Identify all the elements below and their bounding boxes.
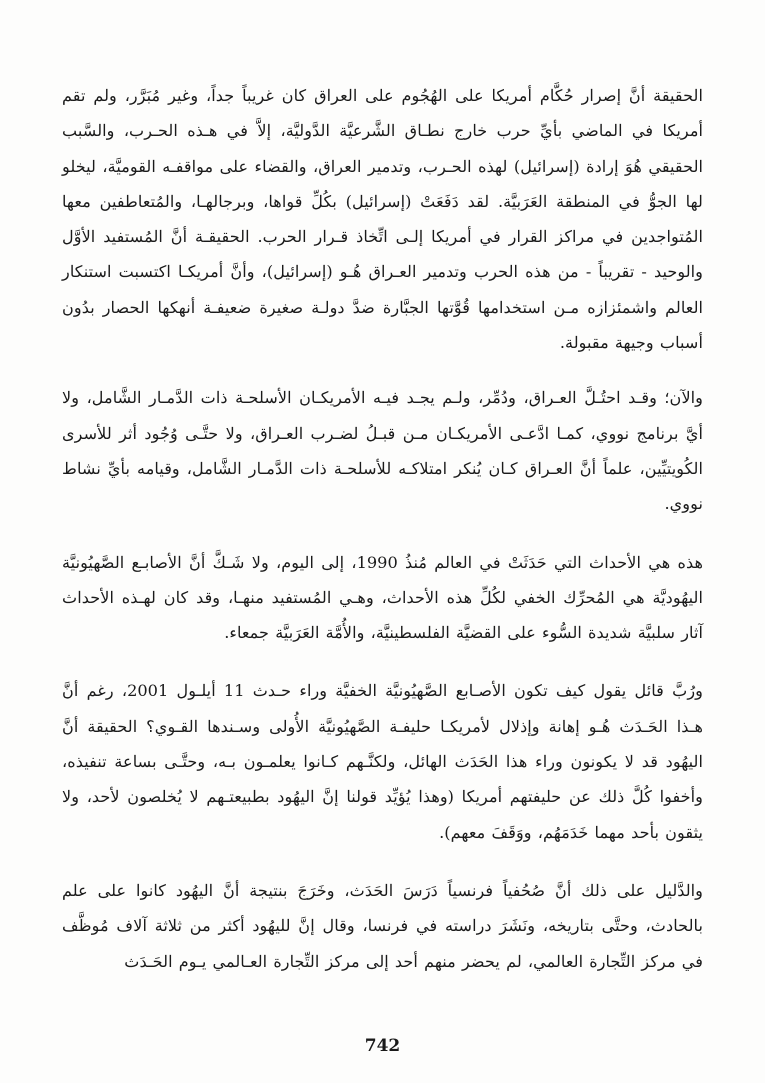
- paragraph-3: هذه هي الأحداث التي حَدَثَتْ في العالم مُنذُ 1990، إلى اليوم، ولا شَـكَّ أنَّ الأصابـع الصَّهيُونيَّة اليهُوديَّة هي المُحرِّك الخفي لكُلِّ هذه الأحداث، وهـي المُستفيد منهـا، وقد كان لهـذه الأحداث آثار سلبيَّة شديدة السُّوء على القضيَّة الفلسطينيَّة، والأُمَّة العَرَبيَّة جمعاء.: [62, 552, 703, 643]
- paragraph-4: ورُبَّ قائل يقول كيف تكون الأصـابع الصَّهيُونيَّة الخفيَّة وراء حـدث 11 أيلـول 2001، رغم أنَّ هـذا الحَـدَث هُـو إهانة وإذلال لأمريكـا حليفـة الصَّهيُونيَّة الأُولى وسـندها القـوي؟ الحقيقة أنَّ اليهُود قد لا يكونون وراء هذا الحَدَث الهائل، ولكنَّـهم كـانوا يعلمـون بـه، وحتَّـى بساعة تنفيذه، وأخفوا كُلَّ ذلك عن حليفتهم أمريكا (وهذا يُؤيِّد قولنا إنَّ اليهُود بطبيعتـهم لا يُخلصون لأحد، ولا يثقون بأحد مهما خَدَمَهُم، ووَقَفَ معهم).: [62, 681, 703, 842]
- paragraph-5: والدَّليل على ذلك أنَّ صُحُفياً فرنسياً دَرَسَ الحَدَث، وخَرَجَ بنتيجة أنَّ اليهُود كانوا على علم بالحادث، وحتَّى بتاريخه، ونَشَرَ دراسته في فرنسا، وقال إنَّ لليهُود أكثر من ثلاثة آلاف مُوظَّف في مركز التِّجارة العالمي، لم يحضر منهم أحد إلى مركز التِّجارة العـالمي يـوم الحَـدَث: [62, 880, 703, 971]
- page-number: 742: [364, 1036, 401, 1056]
- paragraph-1: الحقيقة أنَّ إصرار حُكَّام أمريكا على الهُجُوم على العراق كان غريباً جداً، وغير مُبَرَّر، ولم تقم أمريكا في الماضي بأيِّ حرب خارج نطـاق الشَّرعيَّة الدَّوليَّة، إلاَّ في هـذه الحـرب، والسَّبب الحقيقي هُوَ إرادة (إسرائيل) لهذه الحـرب، وتدمير العراق، والقضاء على مواقفـه القوميَّة، ليخلو لها الجوُّ في المنطقة العَرَبيَّة. لقد دَفَعَتْ (إسرائيل) بكُلِّ قواها، وبرجالهـا، والمُتعاطفين معها المُتواجدين في مراكز القرار في أمريكا إلـى اتِّخاذ قـرار الحرب. الحقيقـة أنَّ المُستفيد الأوَّل والوحيد - تقريباً - من هذه الحرب وتدمير العـراق هُـو (إسرائيل)، وأنَّ أمريكـا اكتسبت استنكار العالم واشمئزازه مـن استخدامها قُوَّتها الجبَّارة ضدَّ دولـة صغيرة ضعيفـة أنهكها الحصار بدُون أسباب وجيهة مقبولة.: [62, 86, 703, 353]
- paragraph-2: والآن؛ وقـد احتُـلَّ العـراق، ودُمِّر، ولـم يجـد فيـه الأمريكـان الأسلحـة ذات الدَّمـار الشَّامل، ولا أيَّ برنامج نووي، كمـا ادَّعـى الأمريكـان مـن قبـلُ لضـرب العـراق، ولا حتَّـى وُجُود أثر للأسرى الكُويتيِّين، علماً أنَّ العـراق كـان يُنكر امتلاكـه للأسلحـة ذات الدَّمـار الشَّامل، وقيامه بأيِّ نشاط نووي.: [62, 388, 703, 514]
- body-text: [62, 78, 703, 1002]
